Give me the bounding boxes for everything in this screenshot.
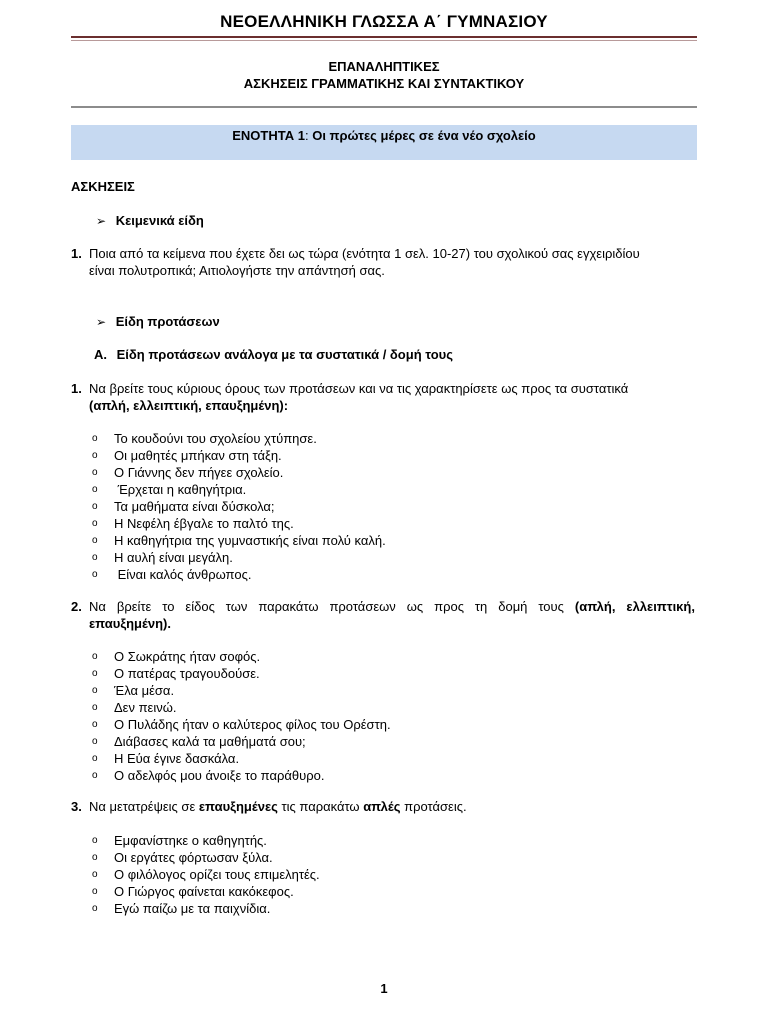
topic-texts [96,212,204,230]
bullet-icon: o [92,450,98,461]
list-item-text: Ο Γιάννης δεν πήγεε σχολείο. [114,465,284,480]
list-item-text: Η καθηγήτρια της γυμναστικής είναι πολύ καλή. [114,533,386,548]
page-number: 1 [380,981,388,996]
list-item-text: Οι εργάτες φόρτωσαν ξύλα. [114,850,273,865]
list-item-text: Ο φιλόλογος ορίζει τους επιμελητές. [114,867,320,882]
exercise-2-line-2: επαυξημένη). [89,616,171,631]
bullet-icon: o [92,535,98,546]
list-item-text: Είναι καλός άνθρωπος. [114,567,252,582]
topic-texts-label: Κειμενικά είδη [115,213,204,228]
exercise-texts-number: 1. [71,246,82,261]
unit-title [71,128,697,143]
list-item [92,549,692,566]
list-item [92,464,692,481]
bullet-icon: o [92,886,98,897]
bullet-icon: o [92,719,98,730]
list-item-text: Ο Πυλάδης ήταν ο καλύτερος φίλος του Ορέστη. [114,717,391,732]
title-rule [71,36,697,38]
list-item [92,883,692,900]
bullet-icon: o [92,668,98,679]
unit-label: ΕΝΟΤΗΤΑ 1 [232,128,305,143]
bullet-icon: o [92,651,98,662]
bullet-icon: o [92,835,98,846]
exercise-1-body [89,380,695,414]
list-item-text: Έρχεται η καθηγήτρια. [114,482,247,497]
exercise-1-line-2: (απλή, ελλειπτική, επαυξημένη): [89,398,289,413]
list-item-text: Το κουδούνι του σχολείου χτύπησε. [114,431,317,446]
bullet-icon: o [92,501,98,512]
list-item [92,498,692,515]
section-heading: ΑΣΚΗΣΕΙΣ [71,179,135,194]
list-item [92,481,692,498]
topic-sentences [96,313,220,331]
list-item-text: Η Νεφέλη έβγαλε το παλτό της. [114,516,294,531]
list-item-text: Εμφανίστηκε ο καθηγητής. [114,833,267,848]
list-item [92,665,692,682]
bullet-icon: o [92,869,98,880]
list-item-text: Ο αδελφός μου άνοιξε το παράθυρο. [114,768,325,783]
list-item-text: Οι μαθητές μπήκαν στη τάξη. [114,448,282,463]
exercise-2-line-1-bold: (απλή, ελλειπτική, [574,599,695,614]
list-item-text: Τα μαθήματα είναι δύσκολα; [114,499,275,514]
list-item [92,430,692,447]
list-item [92,648,692,665]
list-item [92,566,692,583]
list-item [92,532,692,549]
exercise-1-line-1: Να βρείτε τους κύριους όρους των προτάσεων και να τις χαρακτηρίσετε ως προς τα συστατικά [89,381,629,396]
arrow-icon: ➢ [96,214,107,228]
exercise-1-number: 1. [71,381,82,396]
subtopic-a-text: Είδη προτάσεων ανάλογα με τα συστατικά / δομή τους [116,347,453,362]
list-item [92,750,692,767]
exercise-1-list [92,430,692,583]
list-item [92,900,692,917]
unit-colon: : [304,128,309,143]
list-item [92,733,692,750]
exercise-3-number: 3. [71,799,82,814]
list-item-text: Ο Σωκράτης ήταν σοφός. [114,649,261,664]
exercise-3-part-3: προτάσεις. [400,799,467,814]
exercise-3-body [89,798,695,815]
list-item [92,767,692,784]
exercise-texts-line-2: είναι πολυτροπικά; Αιτιολογήστε την απάντησή σας. [89,263,385,278]
exercise-3-list [92,832,692,917]
exercise-2-line-1 [89,598,695,615]
bullet-icon: o [92,484,98,495]
exercise-3-part-1: Να μετατρέψεις σε [89,799,199,814]
list-item-text: Η αυλή είναι μεγάλη. [114,550,233,565]
list-item [92,682,692,699]
list-item-text: Έλα μέσα. [114,683,175,698]
bullet-icon: o [92,433,98,444]
exercise-2-number: 2. [71,599,82,614]
subtopic-a [94,346,453,363]
list-item [92,716,692,733]
subtitle-line-1: ΕΠΑΝΑΛΗΠΤΙΚΕΣ [328,59,440,74]
bullet-icon: o [92,702,98,713]
exercise-2-line-1-text: Να βρείτε το είδος των παρακάτω προτάσεων ως προς τη δομή τους [89,599,564,614]
subtitle-rule [71,106,697,108]
bullet-icon: o [92,685,98,696]
subtitle-line-2: ΑΣΚΗΣΕΙΣ ΓΡΑΜΜΑΤΙΚΗΣ ΚΑΙ ΣΥΝΤΑΚΤΙΚΟΥ [243,76,525,91]
list-item-text: Ο πατέρας τραγουδούσε. [114,666,260,681]
list-item-text: Η Εύα έγινε δασκάλα. [114,751,240,766]
exercise-2-list [92,648,692,784]
unit-name: Οι πρώτες μέρες σε ένα νέο σχολείο [308,128,536,143]
exercise-texts-body [89,245,695,279]
bullet-icon: o [92,770,98,781]
bullet-icon: o [92,852,98,863]
bullet-icon: o [92,903,98,914]
list-item [92,832,692,849]
list-item-text: Ο Γιώργος φαίνεται κακόκεφος. [114,884,294,899]
exercise-3-bold-2: απλές [363,799,401,814]
unit-banner [71,125,697,160]
subtopic-a-letter: Α. [94,347,107,362]
bullet-icon: o [92,736,98,747]
list-item [92,866,692,883]
exercise-3-part-2: τις παρακάτω [277,799,364,814]
list-item-text: Δεν πεινώ. [114,700,177,715]
document-subtitle [0,58,768,92]
arrow-icon: ➢ [96,315,107,329]
document-title: ΝΕΟΕΛΛΗΝΙΚΗ ΓΛΩΣΣΑ Α΄ ΓΥΜΝΑΣΙΟΥ [220,12,548,31]
list-item-text: Εγώ παίζω με τα παιχνίδια. [114,901,271,916]
title-rule-thin [71,40,697,41]
bullet-icon: o [92,552,98,563]
list-item [92,699,692,716]
exercise-3-bold-1: επαυξημένες [198,799,278,814]
list-item [92,849,692,866]
list-item [92,515,692,532]
bullet-icon: o [92,518,98,529]
topic-sentences-label: Είδη προτάσεων [115,314,220,329]
bullet-icon: o [92,753,98,764]
exercise-texts-line-1: Ποια από τα κείμενα που έχετε δει ως τώρα (ενότητα 1 σελ. 10-27) του σχολικού σας εγχειριδίου [89,246,640,261]
list-item [92,447,692,464]
bullet-icon: o [92,569,98,580]
exercise-2-body [89,598,695,632]
bullet-icon: o [92,467,98,478]
list-item-text: Διάβασες καλά τα μαθήματά σου; [114,734,306,749]
